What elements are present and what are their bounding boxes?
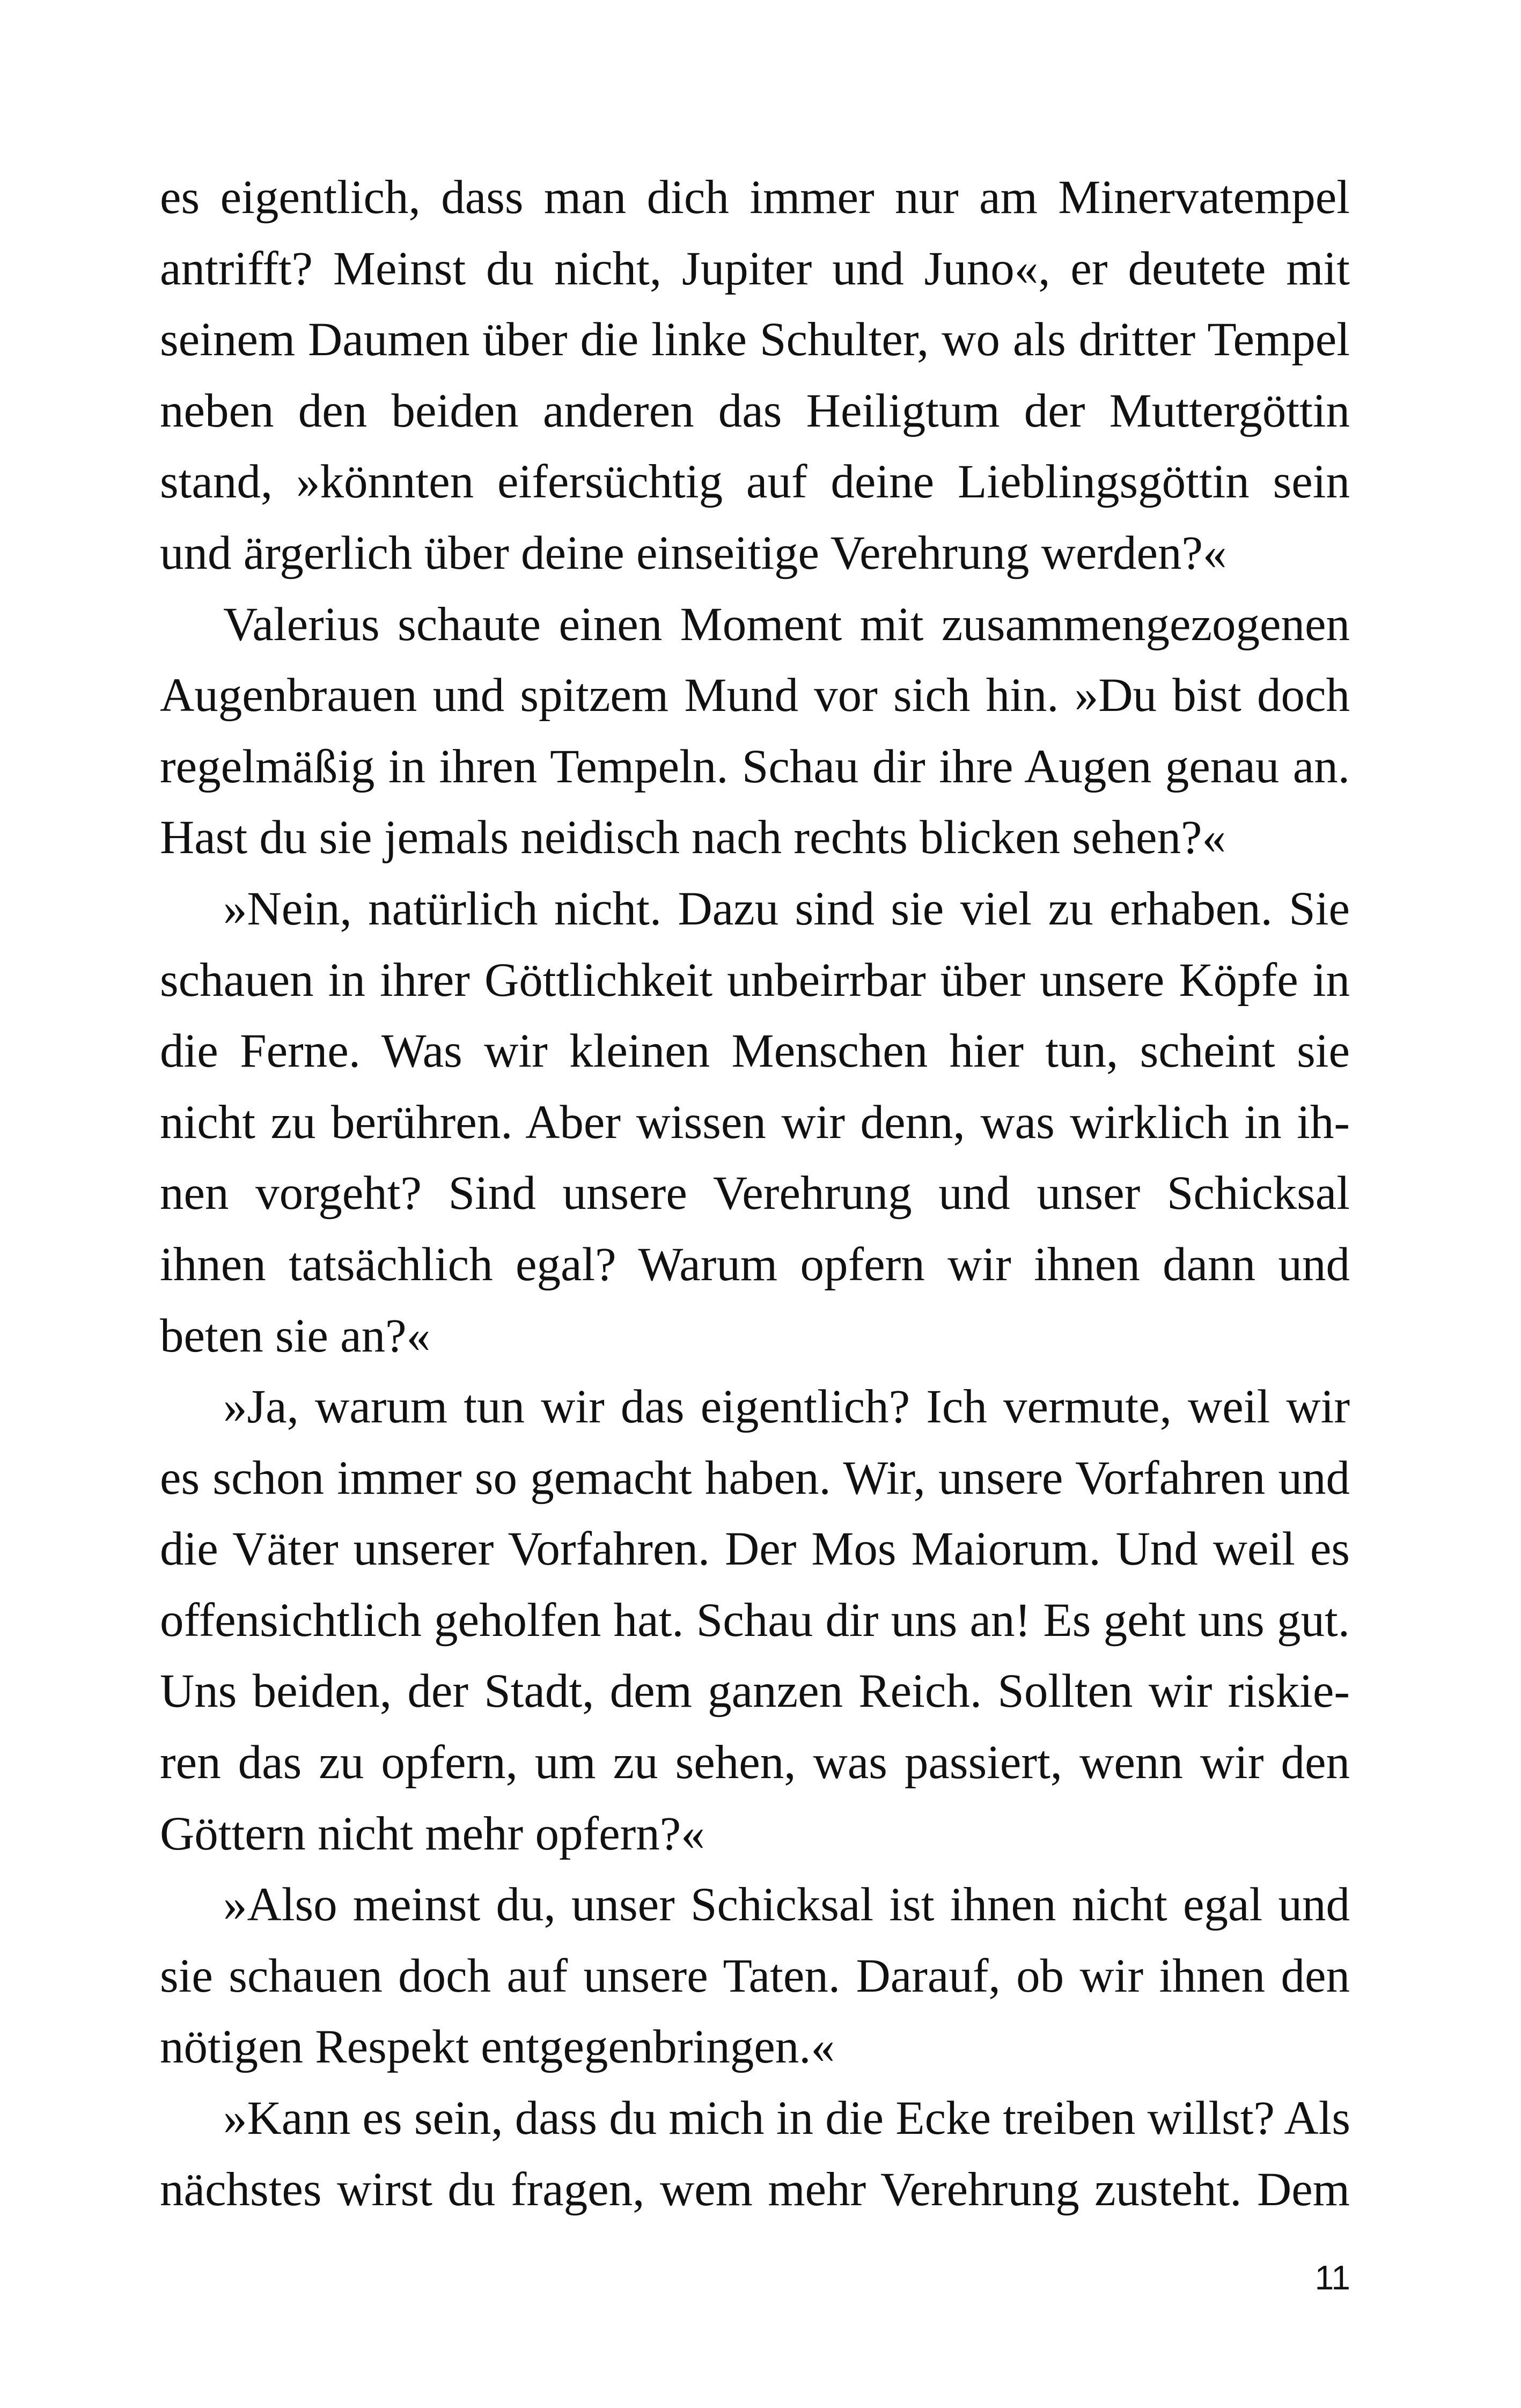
text-line: ren das zu opfern, um zu sehen, was passiert, wenn wir den: [160, 1736, 1350, 1789]
page-number: 11: [1314, 2258, 1350, 2297]
text-line: es eigentlich, dass man dich immer nur am Minervatempel: [160, 171, 1350, 224]
text-line: »Nein, natürlich nicht. Dazu sind sie viel zu erhaben. Sie: [223, 882, 1350, 935]
text-line: die Väter unserer Vorfahren. Der Mos Maiorum. Und weil es: [160, 1523, 1350, 1576]
text-line: nötigen Respekt entgegenbringen.«: [160, 2021, 835, 2074]
text-line: offensichtlich geholfen hat. Schau dir uns an! Es geht uns gut.: [160, 1594, 1350, 1647]
text-line: Hast du sie jemals neidisch nach rechts blicken sehen?«: [160, 811, 1226, 864]
text-line: ihnen tatsächlich egal? Warum opfern wir ihnen dann und: [160, 1238, 1350, 1291]
body-text: [160, 162, 1350, 2225]
text-line: Augenbrauen und spitzem Mund vor sich hin. »Du bist doch: [160, 669, 1350, 722]
text-line: Valerius schaute einen Moment mit zusammengezogenen: [223, 598, 1350, 651]
text-line: neben den beiden anderen das Heiligtum der Muttergöttin: [160, 384, 1350, 437]
text-line: schauen in ihrer Göttlichkeit unbeirrbar über unsere Köpfe in: [160, 953, 1350, 1007]
text-line: Uns beiden, der Stadt, dem ganzen Reich. Sollten wir riskie-: [160, 1665, 1350, 1718]
text-line: die Ferne. Was wir kleinen Menschen hier tun, scheint sie: [160, 1025, 1350, 1078]
text-line: stand, »könnten eifersüchtig auf deine Lieblingsgöttin sein: [160, 456, 1350, 509]
text-line: »Ja, warum tun wir das eigentlich? Ich vermute, weil wir: [223, 1381, 1350, 1434]
text-line: nen vorgeht? Sind unsere Verehrung und unser Schicksal: [160, 1167, 1350, 1220]
text-line: nicht zu berühren. Aber wissen wir denn, was wirklich in ih-: [160, 1096, 1350, 1149]
text-line: seinem Daumen über die linke Schulter, wo als dritter Tempel: [160, 313, 1350, 366]
text-line: »Kann es sein, dass du mich in die Ecke treiben willst? Als: [223, 2092, 1350, 2145]
text-line: regelmäßig in ihren Tempeln. Schau dir ihre Augen genau an.: [160, 740, 1350, 793]
text-line: und ärgerlich über deine einseitige Verehrung werden?«: [160, 526, 1227, 579]
text-line: sie schauen doch auf unsere Taten. Darauf, ob wir ihnen den: [160, 1949, 1350, 2002]
text-line: antrifft? Meinst du nicht, Jupiter und Juno«, er deutete mit: [160, 242, 1350, 295]
text-line: »Also meinst du, unser Schicksal ist ihnen nicht egal und: [223, 1878, 1350, 1932]
text-line: Göttern nicht mehr opfern?«: [160, 1807, 705, 1860]
text-line: beten sie an?«: [160, 1309, 431, 1362]
text-line: es schon immer so gemacht haben. Wir, unsere Vorfahren und: [160, 1451, 1350, 1504]
text-line: nächstes wirst du fragen, wem mehr Verehrung zusteht. Dem: [160, 2163, 1350, 2216]
